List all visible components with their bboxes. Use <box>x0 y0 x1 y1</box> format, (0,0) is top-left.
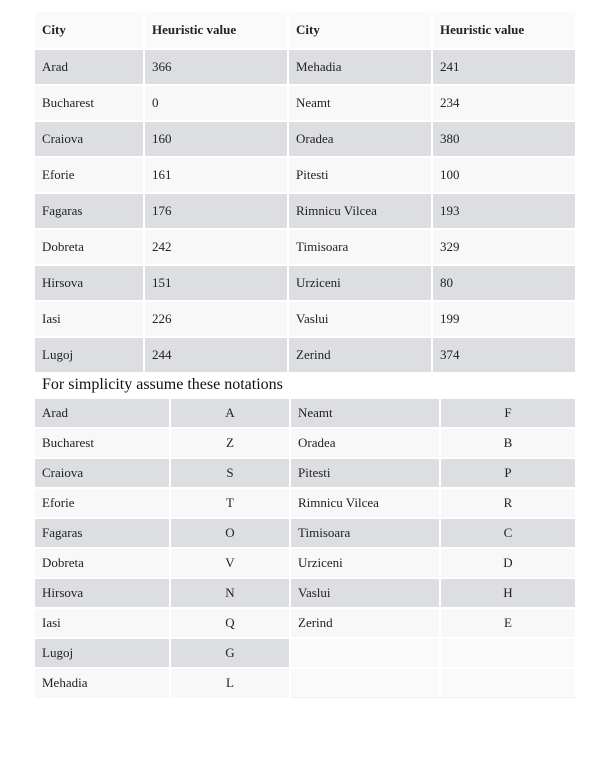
city-cell: Lugoj <box>35 337 144 372</box>
city-cell: Rimnicu Vilcea <box>288 193 432 229</box>
heuristic-table-header <box>35 12 576 49</box>
empty-cell <box>290 638 440 668</box>
heuristic-value-cell: 242 <box>144 229 288 265</box>
notation-code-cell: P <box>440 458 576 488</box>
notation-code-cell: A <box>170 398 290 428</box>
empty-cell <box>440 638 576 668</box>
table-row <box>35 458 576 488</box>
heuristic-value-cell: 160 <box>144 121 288 157</box>
table-row <box>35 121 576 157</box>
table-row <box>35 518 576 548</box>
city-cell: Vaslui <box>288 301 432 337</box>
table-row <box>35 193 576 229</box>
table-row <box>35 229 576 265</box>
city-cell: Dobreta <box>35 229 144 265</box>
table-row <box>35 85 576 121</box>
city-cell: Bucharest <box>35 85 144 121</box>
city-cell: Mehadia <box>35 668 170 698</box>
table-row <box>35 265 576 301</box>
table-row <box>35 157 576 193</box>
table-row <box>35 337 576 372</box>
notation-code-cell: V <box>170 548 290 578</box>
city-cell: Rimnicu Vilcea <box>290 488 440 518</box>
city-cell: Urziceni <box>288 265 432 301</box>
heuristic-value-cell: 80 <box>432 265 576 301</box>
city-cell: Lugoj <box>35 638 170 668</box>
city-cell: Oradea <box>288 121 432 157</box>
city-cell: Vaslui <box>290 578 440 608</box>
notation-code-cell: Z <box>170 428 290 458</box>
notation-code-cell: S <box>170 458 290 488</box>
city-cell: Bucharest <box>35 428 170 458</box>
notation-code-cell: T <box>170 488 290 518</box>
heuristic-value-cell: 0 <box>144 85 288 121</box>
heuristic-value-cell: 234 <box>432 85 576 121</box>
notation-code-cell: R <box>440 488 576 518</box>
city-cell: Neamt <box>290 398 440 428</box>
notation-code-cell: H <box>440 578 576 608</box>
notation-code-cell: B <box>440 428 576 458</box>
notation-caption: For simplicity assume these notations <box>42 376 283 393</box>
city-cell: Eforie <box>35 488 170 518</box>
heuristic-table <box>35 12 577 372</box>
table-row <box>35 548 576 578</box>
notation-code-cell: E <box>440 608 576 638</box>
table-row <box>35 428 576 458</box>
column-header-heuristic-value: Heuristic value <box>144 12 288 49</box>
empty-cell <box>440 668 576 698</box>
city-cell: Timisoara <box>288 229 432 265</box>
notation-code-cell: N <box>170 578 290 608</box>
notation-code-cell: D <box>440 548 576 578</box>
city-cell: Craiova <box>35 458 170 488</box>
city-cell: Hirsova <box>35 265 144 301</box>
city-cell: Oradea <box>290 428 440 458</box>
city-cell: Neamt <box>288 85 432 121</box>
table-row <box>35 398 576 428</box>
city-cell: Eforie <box>35 157 144 193</box>
city-cell: Craiova <box>35 121 144 157</box>
notation-code-cell: O <box>170 518 290 548</box>
heuristic-value-cell: 161 <box>144 157 288 193</box>
notation-code-cell: G <box>170 638 290 668</box>
table-row <box>35 668 576 698</box>
city-cell: Pitesti <box>288 157 432 193</box>
heuristic-value-cell: 193 <box>432 193 576 229</box>
heuristic-value-cell: 199 <box>432 301 576 337</box>
heuristic-value-cell: 374 <box>432 337 576 372</box>
city-cell: Hirsova <box>35 578 170 608</box>
table-row <box>35 49 576 85</box>
heuristic-value-cell: 244 <box>144 337 288 372</box>
city-cell: Mehadia <box>288 49 432 85</box>
heuristic-value-cell: 226 <box>144 301 288 337</box>
empty-cell <box>290 668 440 698</box>
city-cell: Pitesti <box>290 458 440 488</box>
heuristic-value-cell: 100 <box>432 157 576 193</box>
city-cell: Timisoara <box>290 518 440 548</box>
heuristic-value-cell: 329 <box>432 229 576 265</box>
notation-code-cell: Q <box>170 608 290 638</box>
notation-code-cell: L <box>170 668 290 698</box>
heuristic-value-cell: 366 <box>144 49 288 85</box>
column-header-city: City <box>288 12 432 49</box>
table-row <box>35 638 576 668</box>
heuristic-value-cell: 241 <box>432 49 576 85</box>
notation-code-cell: C <box>440 518 576 548</box>
city-cell: Iasi <box>35 608 170 638</box>
heuristic-value-cell: 151 <box>144 265 288 301</box>
city-cell: Urziceni <box>290 548 440 578</box>
city-cell: Iasi <box>35 301 144 337</box>
column-header-city: City <box>35 12 144 49</box>
city-cell: Zerind <box>290 608 440 638</box>
heuristic-value-cell: 176 <box>144 193 288 229</box>
table-row <box>35 301 576 337</box>
table-row <box>35 578 576 608</box>
city-cell: Arad <box>35 398 170 428</box>
city-cell: Fagaras <box>35 193 144 229</box>
table-row <box>35 608 576 638</box>
heuristic-value-cell: 380 <box>432 121 576 157</box>
notation-code-cell: F <box>440 398 576 428</box>
document-body <box>35 12 576 698</box>
city-cell: Zerind <box>288 337 432 372</box>
city-cell: Dobreta <box>35 548 170 578</box>
table-row <box>35 488 576 518</box>
notation-table <box>35 397 577 698</box>
city-cell: Arad <box>35 49 144 85</box>
city-cell: Fagaras <box>35 518 170 548</box>
column-header-heuristic-value: Heuristic value <box>432 12 576 49</box>
